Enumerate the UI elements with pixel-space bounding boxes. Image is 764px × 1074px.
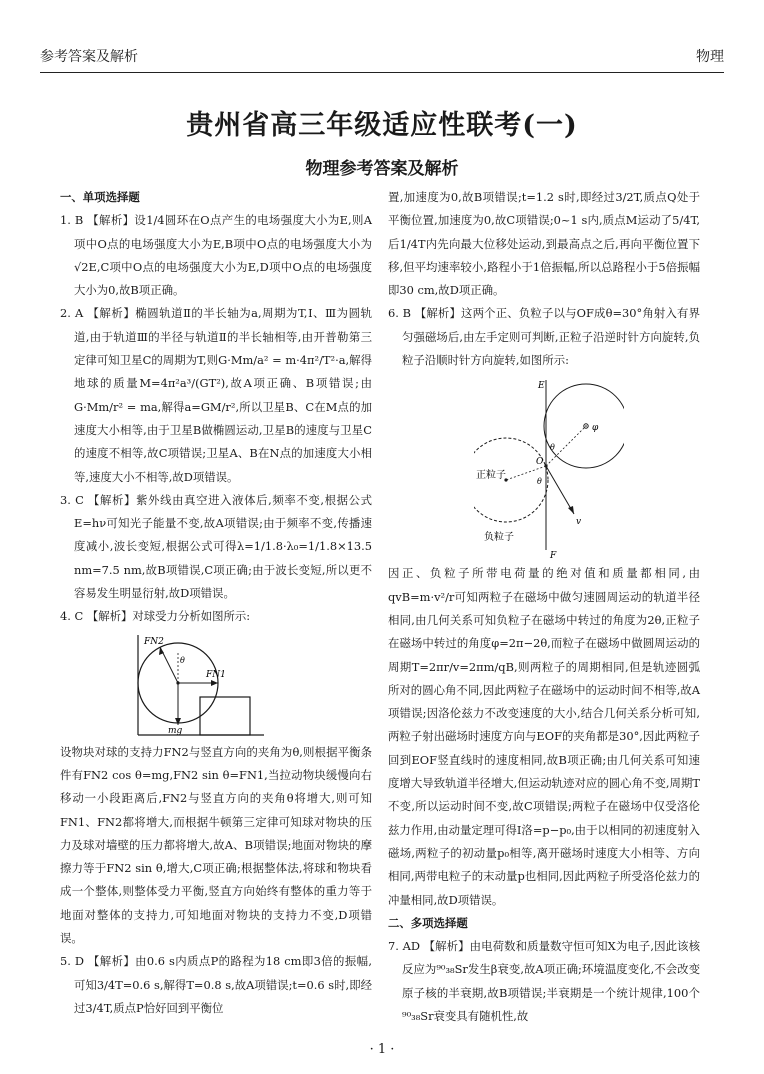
header-right: 物理 — [696, 49, 724, 65]
page-subtitle: 物理参考答案及解析 — [305, 159, 459, 179]
theta-label: θ — [180, 655, 185, 665]
fn1-label: FN1 — [206, 669, 226, 680]
answer-5-continued: 置,加速度为0,故B项错误;t=1.2 s时,即经过3/2T,质点Q处于平衡位置,加速度为0,故C项错误;0~1 s内,质点M运动了5/4T,后1/4T内先向最大位移处运动,到最高点之后,再向平衡位置下移,但平均速率较小,路程小于1倍振幅,所以总路程小于5倍振幅即30 cm,故D项正确。 — [388, 190, 700, 298]
answer-3: 3. C 【解析】紫外线由真空进入液体后,频率不变,根据公式E=hν可知光子能量不变,故A项错误;由于频率不变,传播速度减小,波长变短,根据公式可得λ=1/1.8·λ₀=1/1.8×13.5 nm=7.5 nm,故B项错误,C项正确;由于波长变短,所以更不容易发生明显衍射,故D项错误。 — [60, 492, 372, 601]
theta-label-1: θ — [550, 443, 555, 453]
answer-6-body: 因正、负粒子所带电荷量的绝对值和质量都相同,由qvB=m·v²/r可知两粒子在磁场中做匀速圆周运动的轨道半径相同,由几何关系可知负粒子在磁场中转过的角度为2θ,正粒子在磁场中转过的角度φ=2π−2θ,而粒子在磁场中做圆周运动的周期T=2πr/v=2πm/qB,则两粒子的周期相同,但是轨迹圆弧所对的圆心角不同,因此两粒子在磁场中的运动时间不相等,故A项错误;因洛伦兹力不改变速度的大小,结合几何关系分析可知,两粒子射出磁场时速度方向与EOF的夹角都是30°,因此两粒子回到EOF竖直线时的速度相同,故B项正确;由几何关系可知速度增大导致轨道半径增大,但运动轨迹对应的圆心角不变,周期T不变,所以运动时间不变,故C项错误;两粒子在磁场中仅受洛伦兹力作用,由动量定理可得I洛=p−p₀,由于以相同的初速度射入磁场,两粒子的初动量p₀相等,离开磁场时速度大小相等、方向相同,两带电粒子的末动量p也相同,因此两粒子所受洛伦兹力的冲量相同,故D项错误。 — [388, 566, 700, 907]
mg-label: mg — [168, 725, 183, 736]
right-column — [388, 186, 700, 1028]
velocity-arrow — [546, 466, 574, 514]
v-label: v — [576, 517, 582, 528]
page-title: 贵州省高三年级适应性联考(一) — [186, 110, 578, 141]
header-rule — [40, 72, 724, 73]
answer-6-intro: 6. B 【解析】这两个正、负粒子以与OF成θ=30°角射入有界匀强磁场后,由左手定则可判断,正粒子沿逆时针方向旋转,负粒子沿顺时针方向旋转,如图所示: — [388, 306, 700, 368]
left-column — [60, 186, 372, 1020]
positive-particle-label: 正粒子 — [476, 470, 506, 482]
o-label: O — [536, 457, 544, 468]
answer-7: 7. AD 【解析】由电荷数和质量数守恒可知X为电子,因此该核反应为⁹⁰₃₈Sr发生β衰变,故A项正确;环境温度变化,不会改变原子核的半衰期,故B项错误;半衰期是一个统计规律,100个⁹⁰₃₈Sr衰变具有随机性,故 — [388, 939, 700, 1024]
answer-2: 2. A 【解析】椭圆轨道Ⅱ的半长轴为a,周期为T,Ⅰ、Ⅲ为圆轨道,由于轨道Ⅲ的半径与轨道Ⅱ的半长轴相等,由开普勒第三定律可知卫星C的周期为T,则G·Mm/a² = m·4π²/T²·a,解得地球的质量M=4π²a³/(GT²),故A项正确、B项错误;由G·Mm/r² = ma,解得a=GM/r²,所以卫星B、C在M点的加速度大小相等,由于卫星B做椭圆运动,卫星B的速度与卫星C的速度不相等,故C项错误;卫星A、B在N点的加速度大小相等,速度大小不相等,故D项错误。 — [60, 306, 372, 484]
answer-4-body: 设物块对球的支持力FN2与竖直方向的夹角为θ,则根据平衡条件有FN2 cos θ=mg,FN2 sin θ=FN1,当拉动物块缓慢向右移动一小段距离后,FN2与竖直方向的夹角θ将增大,则可知FN1、FN2都将增大,而根据牛顿第三定律可知球对物块的压力及球对墙壁的压力都将增大,故A、B项错误;地面对物块的摩擦力等于FN2 sin θ,增大,C项正确;根据整体法,将球和物块看成一个整体,则整体受力平衡,竖直方向始终有整体的重力等于地面对整体的支持力,可知地面对物块的支持力不变,D项错误。 — [60, 744, 372, 946]
section-heading-2: 二、多项选择题 — [388, 915, 468, 930]
answer-4-intro: 4. C 【解析】对球受力分析如图所示: — [60, 609, 251, 624]
block-rect — [200, 697, 250, 735]
section-heading-1: 一、单项选择题 — [60, 190, 140, 204]
particle-diagram — [474, 374, 624, 560]
header-left: 参考答案及解析 物理 — [40, 42, 724, 68]
answer-5: 5. D 【解析】由0.6 s内质点P的路程为18 cm即3倍的振幅,可知3/4T=0.6 s,解得T=0.8 s,故A项错误;t=0.6 s时,即经过3/4T,质点P恰好回到平衡位 — [60, 954, 372, 1015]
negative-particle-label: 负粒子 — [484, 532, 514, 544]
e-label: E — [538, 381, 545, 392]
f-label: F — [550, 551, 557, 561]
fn2-label: FN2 — [144, 636, 164, 647]
page-number: · 1 · — [369, 1042, 395, 1057]
phi-label: φ — [592, 423, 599, 434]
force-diagram — [134, 633, 266, 737]
answer-1: 1. B 【解析】设1/4圆环在O点产生的电场强度大小为E,则A项中O点的电场强度大小为E,B项中O点的电场强度大小为√2E,C项中O点的电场强度大小为E,D项中O点的电场强度大小为0,故B项正确。 — [60, 213, 372, 298]
theta-label-2: θ — [537, 477, 542, 487]
